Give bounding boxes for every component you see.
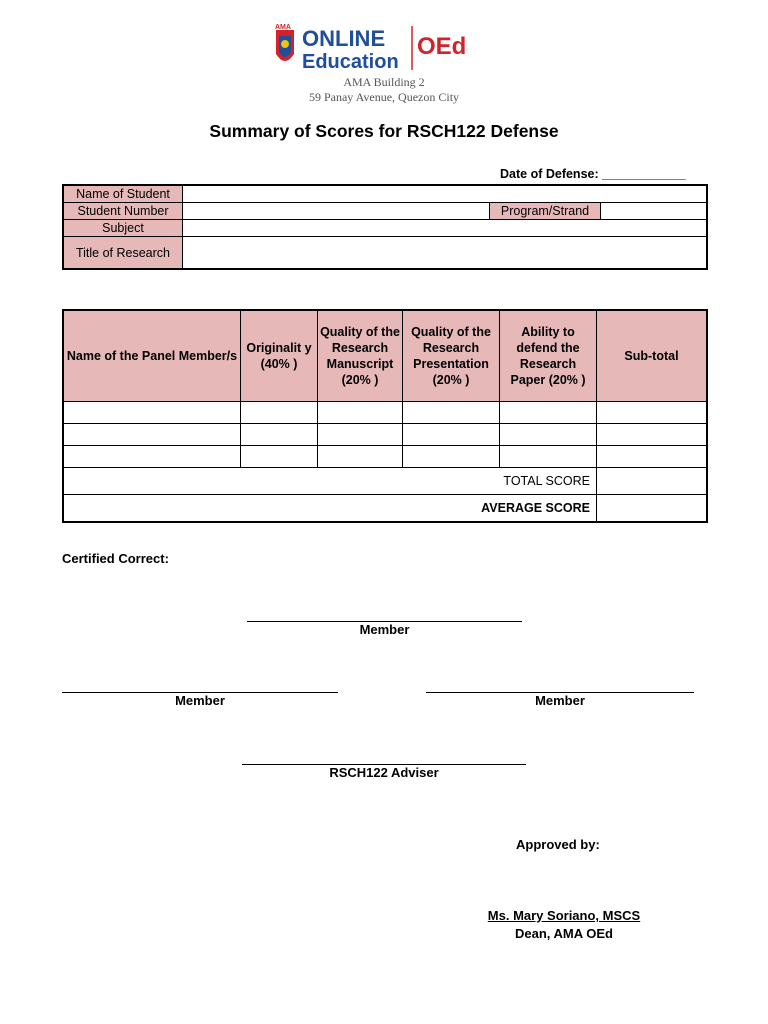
- total-score-field[interactable]: [597, 468, 708, 495]
- logo-badge-text: AMA: [275, 24, 291, 31]
- total-score-label: TOTAL SCORE: [63, 468, 597, 495]
- dean-title: Dean, AMA OEd: [515, 926, 613, 941]
- approved-by-label: Approved by:: [516, 837, 600, 852]
- score-cell[interactable]: [500, 446, 597, 468]
- dean-name: Ms. Mary Soriano, MSCS: [487, 908, 641, 923]
- adviser-label: RSCH122 Adviser: [329, 765, 439, 780]
- table-row: [63, 402, 707, 424]
- program-strand-field[interactable]: [601, 203, 708, 220]
- score-cell[interactable]: [241, 424, 318, 446]
- address-line-2: 59 Panay Avenue, Quezon City: [308, 90, 460, 104]
- header-panel-members: Name of the Panel Member/s: [63, 310, 241, 402]
- score-cell[interactable]: [241, 402, 318, 424]
- logo-online-text: ONLINE: [302, 26, 386, 51]
- address-line-1: AMA Building 2: [343, 75, 425, 89]
- header-originality: Originalit y (40% ): [241, 310, 318, 402]
- header-manuscript: Quality of the Research Manuscript (20% ): [318, 310, 403, 402]
- score-cell[interactable]: [318, 402, 403, 424]
- student-number-label: Student Number: [63, 203, 183, 220]
- header-ability-to-defend: Ability to defend the Research Paper (20% ): [500, 310, 597, 402]
- certified-correct-label: Certified Correct:: [62, 551, 169, 566]
- panel-member-cell[interactable]: [63, 402, 241, 424]
- panel-member-cell[interactable]: [63, 446, 241, 468]
- panel-member-cell[interactable]: [63, 424, 241, 446]
- subject-field[interactable]: [183, 220, 708, 237]
- average-score-label: AVERAGE SCORE: [63, 495, 597, 523]
- ama-oed-logo: [272, 24, 492, 74]
- student-number-field[interactable]: [183, 203, 490, 220]
- score-cell[interactable]: [500, 424, 597, 446]
- member-2-label: Member: [175, 693, 225, 708]
- table-row: [63, 446, 707, 468]
- member-3-label: Member: [535, 693, 585, 708]
- subtotal-cell[interactable]: [597, 446, 708, 468]
- title-of-research-label: Title of Research: [63, 237, 183, 270]
- score-cell[interactable]: [318, 446, 403, 468]
- score-cell[interactable]: [403, 424, 500, 446]
- name-of-student-field[interactable]: [183, 185, 708, 203]
- score-cell[interactable]: [241, 446, 318, 468]
- scores-table: [62, 309, 708, 523]
- average-score-field[interactable]: [597, 495, 708, 523]
- name-of-student-label: Name of Student: [63, 185, 183, 203]
- page-title: Summary of Scores for RSCH122 Defense: [209, 121, 559, 141]
- score-cell[interactable]: [403, 446, 500, 468]
- member-1-label: Member: [359, 622, 410, 637]
- program-strand-label: Program/Strand: [490, 203, 601, 220]
- date-of-defense: Date of Defense: ____________: [500, 167, 686, 181]
- title-of-research-field[interactable]: [183, 237, 708, 270]
- subtotal-cell[interactable]: [597, 424, 708, 446]
- header-subtotal: Sub-total: [597, 310, 708, 402]
- subtotal-cell[interactable]: [597, 402, 708, 424]
- header-presentation: Quality of the Research Presentation (20% ): [403, 310, 500, 402]
- table-row: [63, 424, 707, 446]
- logo-education-text: Education: [302, 51, 399, 73]
- score-cell[interactable]: [318, 424, 403, 446]
- student-info-table: [62, 184, 708, 270]
- score-cell[interactable]: [500, 402, 597, 424]
- logo-oed-text: OEd: [417, 33, 467, 60]
- subject-label: Subject: [63, 220, 183, 237]
- score-cell[interactable]: [403, 402, 500, 424]
